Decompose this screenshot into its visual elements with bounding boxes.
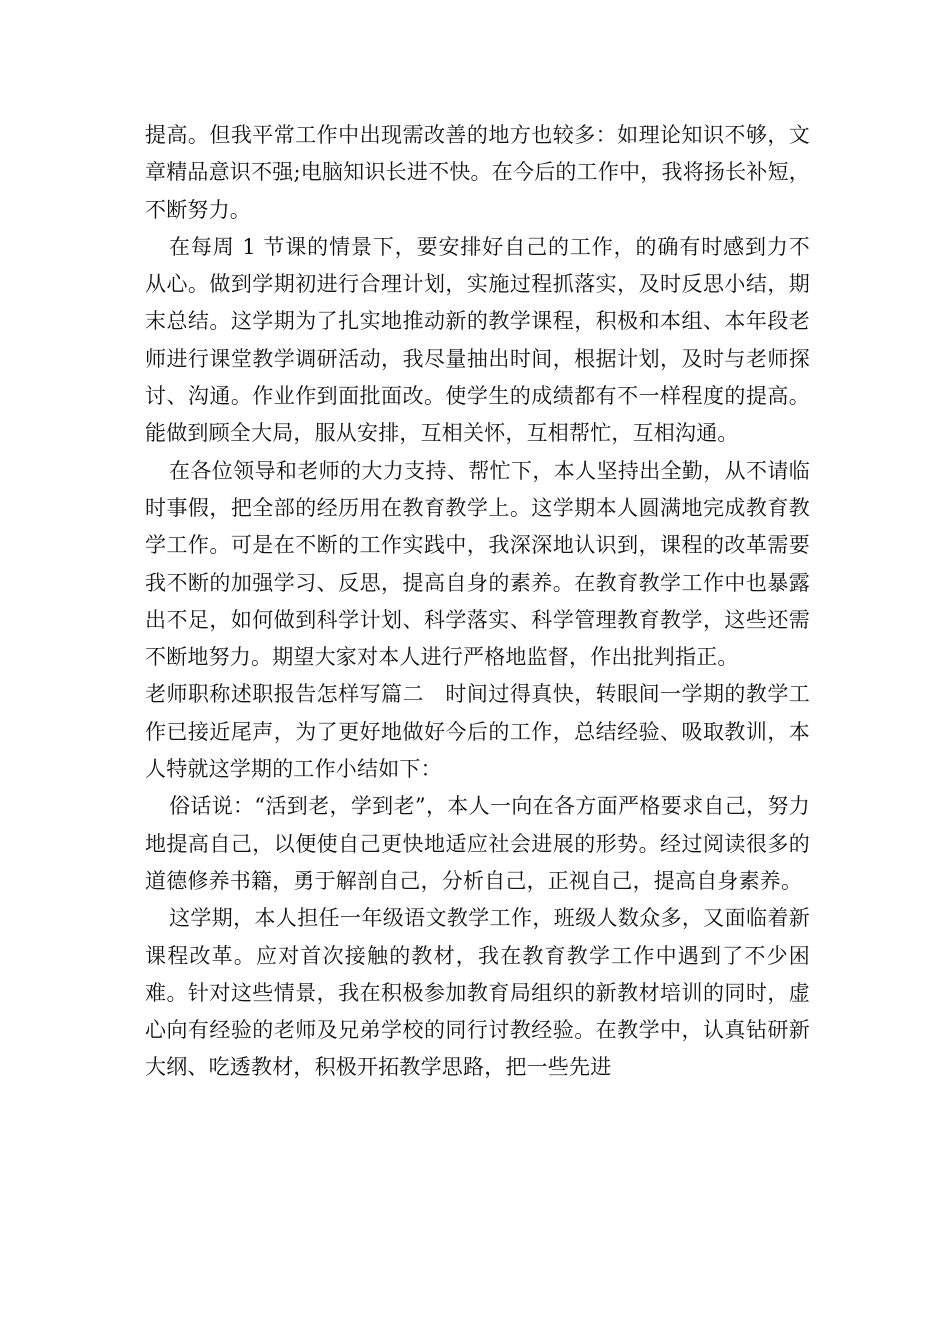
paragraph-6: 这学期，本人担任一年级语文教学工作，班级人数众多，又面临着新课程改革。应对首次接触的教材，我在教育教学工作中遇到了不少困难。针对这些情景，我在积极参加教育局组织的新教材培训的同时，虚心向有经验的老师及兄弟学校的同行讨教经验。在教学中，认真钻研新大纲、吃透教材，积极开拓教学思路，把一些先进 [145,906,810,1080]
paragraph-4-section-heading: 老师职称述职报告怎样写篇二 时间过得真快，转眼间一学期的教学工作已接近尾声，为了更好地做好今后的工作，总结经验、吸取教训，本人特就这学期的工作小结如下： [145,682,810,782]
paragraph-5: 俗话说：“活到老，学到老”，本人一向在各方面严格要求自己，努力地提高自己，以便使自己更快地适应社会进展的形势。经过阅读很多的道德修养书籍，勇于解剖自己，分析自己，正视自己，提高自身素养。 [145,794,810,893]
paragraph-3: 在各位领导和老师的大力支持、帮忙下，本人坚持出全勤，从不请临时事假，把全部的经历用在教育教学上。这学期本人圆满地完成教育教学工作。可是在不断的工作实践中，我深深地认识到，课程的改革需要我不断的加强学习、反思，提高自身的素养。在教育教学工作中也暴露出不足，如何做到科学计划、科学落实、科学管理教育教学，这些还需不断地努力。期望大家对本人进行严格地监督，作出批判指正。 [145,458,810,670]
paragraph-2: 在每周 1 节课的情景下，要安排好自己的工作，的确有时感到力不从心。做到学期初进行合理计划，实施过程抓落实，及时反思小结，期末总结。这学期为了扎实地推动新的教学课程，积极和本组、本年段老师进行课堂教学调研活动，我尽量抽出时间，根据计划，及时与老师探讨、沟通。作业作到面批面改。使学生的成绩都有不一样程度的提高。能做到顾全大局，服从安排，互相关怀，互相帮忙，互相沟通。 [145,234,810,446]
document-body [145,117,810,1087]
paragraph-1: 提高。但我平常工作中出现需改善的地方也较多：如理论知识不够，文章精品意识不强;电脑知识长进不快。在今后的工作中，我将扬长补短，不断努力。 [145,123,810,222]
